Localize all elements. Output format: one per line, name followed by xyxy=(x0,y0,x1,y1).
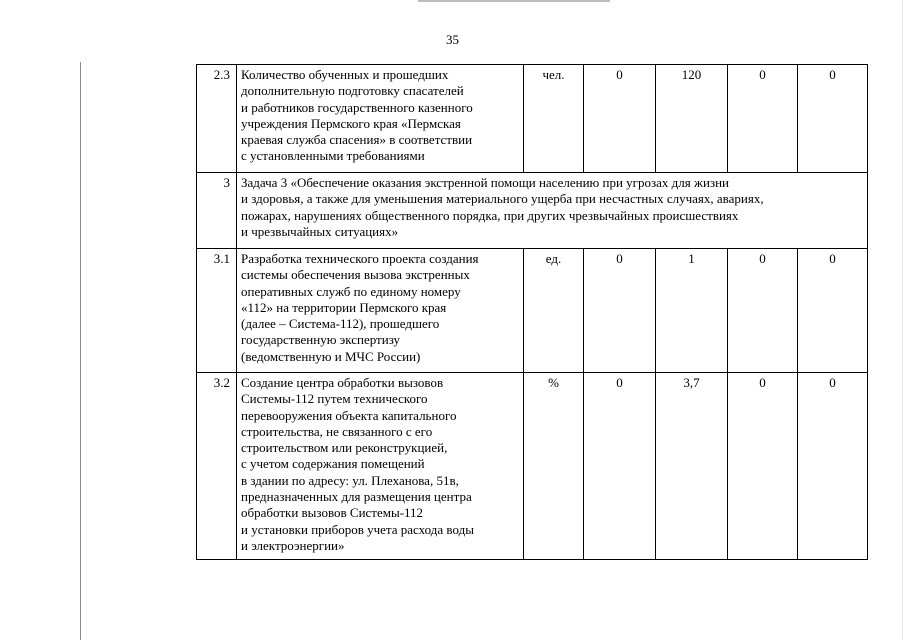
row-unit: ед. xyxy=(524,249,584,373)
row-value-2: 3,7 xyxy=(656,373,728,560)
row-value-1: 0 xyxy=(584,249,656,373)
page-right-edge xyxy=(902,0,903,640)
row-value-4: 0 xyxy=(798,65,868,173)
row-number: 3.2 xyxy=(197,373,237,560)
row-unit: чел. xyxy=(524,65,584,173)
indicators-table xyxy=(196,64,868,560)
table-row-3 xyxy=(197,173,868,249)
row-value-3: 0 xyxy=(728,249,798,373)
row-value-2: 1 xyxy=(656,249,728,373)
row-number: 3.1 xyxy=(197,249,237,373)
binding-margin-line xyxy=(80,62,81,640)
row-description: Создание центра обработки вызовов Системы-112 путем технического перевооружения объекта капитального строительства, не связанного с его строительством или реконструкцией, с учетом содержания помещений в здании по адресу: ул. Плеханова, 51в, предназначенных для размещения центра обработки вызовов Системы-112 и установки приборов учета расхода воды и электроэнергии» xyxy=(237,373,524,560)
row-value-3: 0 xyxy=(728,373,798,560)
row-description: Количество обученных и прошедших дополнительную подготовку спасателей и работников государственного казенного учреждения Пермского края «Пермская краевая служба спасения» в соответствии с установленными требованиями xyxy=(237,65,524,173)
row-value-4: 0 xyxy=(798,373,868,560)
task-description: Задача 3 «Обеспечение оказания экстренной помощи населению при угрозах для жизни и здоровья, а также для уменьшения материального ущерба при несчастных случаях, авариях, пожарах, нарушениях общественного порядка, при других чрезвычайных происшествиях и чрезвычайных ситуациях» xyxy=(237,173,868,249)
table-row-3-1 xyxy=(197,249,868,373)
row-description: Разработка технического проекта создания системы обеспечения вызова экстренных оперативных служб по единому номеру «112» на территории Пермского края (далее – Система-112), прошедшего государственную экспертизу (ведомственную и МЧС России) xyxy=(237,249,524,373)
row-value-4: 0 xyxy=(798,249,868,373)
row-value-1: 0 xyxy=(584,373,656,560)
row-unit: % xyxy=(524,373,584,560)
row-value-3: 0 xyxy=(728,65,798,173)
task-number: 3 xyxy=(197,173,237,249)
table-row-2-3 xyxy=(197,65,868,173)
table-row-3-2 xyxy=(197,373,868,560)
top-scan-rule xyxy=(418,0,610,2)
row-number: 2.3 xyxy=(197,65,237,173)
page-number: 35 xyxy=(446,32,459,47)
row-value-2: 120 xyxy=(656,65,728,173)
row-value-1: 0 xyxy=(584,65,656,173)
